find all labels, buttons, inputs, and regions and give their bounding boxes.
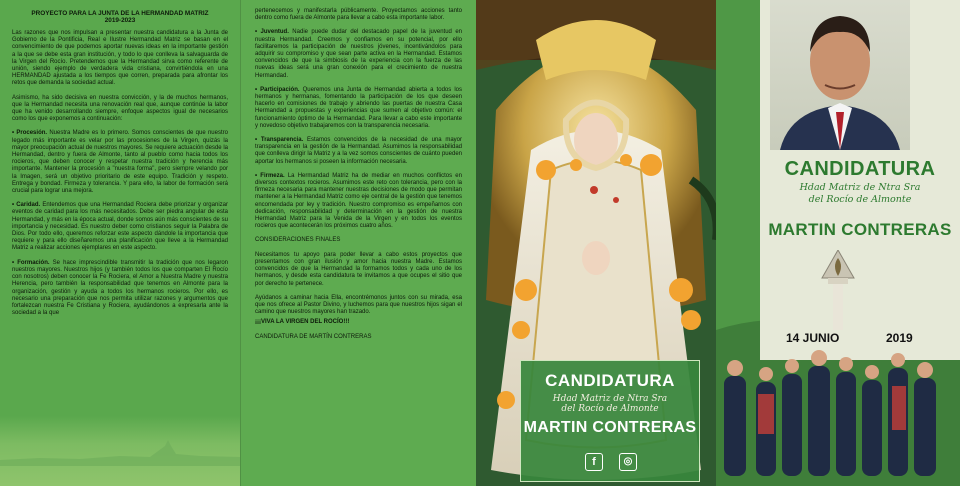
viva-text: ¡¡¡VIVA LA VIRGEN DEL ROCÍO!!!: [255, 319, 350, 326]
participacion-paragraph: • Participación. Queremos una Junta de Hermandad abierta a todos los hermanos y hermanas, fomentando la participación de los que deseen hacerlo en comisiones de trabajo y abriendo las puertas de nuestra Casa Hermandad a propuestas y experiencias que sumen al objetivo común: el funcionamiento óptimo de la Hermandad. Para llevar a cabo este importante y novedoso objetivo trabajaremos con la transparencia necesaria.: [255, 86, 462, 129]
text-panel-middle: [240, 0, 476, 486]
church-silhouette-icon: [0, 438, 240, 466]
cover-panel: CANDIDATURA Hdad Matriz de Ntra Sra del Rocío de Almonte MARTIN CONTRERAS 14 JUNIO 2019: [716, 0, 960, 486]
virgin-image-panel: [476, 0, 716, 486]
project-column-1: [0, 0, 240, 324]
continuation-paragraph: pertenecemos y manifestarla públicamente. Proyectamos acciones tanto dentro como fuera de Almonte para llevar a cabo esta importante labor.: [255, 8, 462, 22]
intro-paragraph: Las razones que nos impulsan a presentar nuestra candidatura a la Junta de Gobierno de la Pontificia, Real e Ilustre Hermandad Matriz se basan en el convencimiento de que podemos aportar nuevas ideas en la importante gestión a la que se debe esta gran institución, y todo lo que conlleva la salvaguarda de la Virgen del Rocío. Pretendemos que la Hermandad sirva como referente de unión, siendo ejemplo de verdadera vida cristiana, convirtiéndola en una HERMANDAD ajustada a los tiempos que corren, preparada para afrontar los retos que demanda la sociedad actual.: [12, 30, 228, 87]
juventud-paragraph: • Juventud. Nadie puede dudar del destacado papel de la juventud en nuestra Hermandad. Creemos y confiamos en su potencial, por ello facilitaremos la participación de nuestros jóvenes, incentivándolos para adquirir su compromiso y que sean parte activa en la Hermandad. Estamos convencidos de que la simbiosis de la experiencia con la fuerza de las nuevas ideas será una gran conexión para el crecimiento de nuestra Hermandad.: [255, 29, 462, 79]
cover-name: MARTIN CONTRERAS: [768, 220, 952, 239]
facebook-icon[interactable]: f: [585, 453, 603, 471]
card-subtitle: Hdad Matriz de Ntra Sra del Rocío de Almonte: [552, 394, 668, 414]
project-column-2: [241, 0, 476, 348]
shrine-monument-icon: [818, 250, 858, 330]
cover-title: CANDIDATURA: [784, 158, 936, 180]
final-paragraph-2: Ayúdanos a caminar hacia Ella, encontrémonos juntos con su mirada, esa que nos ofrece al Pastor Divino, y luchemos para que nuestros hijos sigan el camino que nuestros mayores han trazado.: [255, 294, 462, 316]
cover-subtitle: Hdad Matriz de Ntra Sra del Rocío de Almonte: [799, 182, 921, 205]
firmeza-paragraph: • Firmeza. La Hermandad Matriz ha de mediar en muchos conflictos en diversos contextos rocieros. Asumimos este reto con tolerancia, pero con la firmeza necesaria para mantener nuestras decisiones de modo que permitan mantener a la Hermandad Matriz como eje central de la gestión que tenemos encomendada por ley y tradición. Nuestro compromiso es empeñarnos con dedicación, responsabilidad y determinación en la gestión de nuestra Hermandad Matriz para la Venida de la Virgen y en todos los eventos rocieros que acontecerán los próximos cuatro años.: [255, 172, 462, 230]
candidate-photo: [770, 0, 910, 150]
card-title: CANDIDATURA: [545, 371, 675, 390]
candidacy-card: [520, 360, 700, 482]
conviction-paragraph: Asimismo, ha sido decisiva en nuestra convicción, y la de muchos hermanos, que la Hermandad necesita una renovación real que, aunque continúe la labor que ha venido desarrollando siempre, enfoque aspectos igual de necesarios como los que exponemos a continuación:: [12, 94, 228, 123]
card-name: MARTIN CONTRERAS: [523, 419, 697, 436]
caridad-paragraph: • Caridad. Entendemos que una Hermandad Rociera debe priorizar y organizar eventos de caridad para los más necesitados. Debe ser piedra angular de esta Hermandad, y más en la época actual, donde somos aún más conscientes de su importancia y necesidad. Es nuestro deber como cristianos seguir la Palabra de Dios. Por todo ello, queremos reforzar este aspecto dándole la importancia que requiere y para ello diseñaremos una planificación que lleve a la Hermandad Matriz a realizar acciones ejemplares en este aspecto.: [12, 202, 228, 252]
town-skyline-background: [0, 416, 240, 486]
signature-text: CANDIDATURA DE MARTÍN CONTRERAS: [255, 333, 372, 340]
instagram-icon[interactable]: ◎: [619, 453, 637, 471]
candidate-portrait: [770, 0, 910, 150]
procesion-paragraph: • Procesión. Nuestra Madre es lo primero. Somos conscientes de que nuestro legado más importante es velar por las procesiones de la Virgen, quizás la mayor preocupación actual de nuestros mayores. Se requiere actuación desde la Hermandad, dentro y fuera de Almonte, tanto al pueblo como hacia todos los rocieros, que deben conocer y respetar nuestra tradición y herencia más importante. Mantener la procesión a "nuestra forma", pero siempre velando por la Imagen, será un objetivo prioritario de este equipo. Tradición y respeto. Entrega y bondad. Firmeza y tolerancia. Y para ello, la labor de formación será crucial para lograr una mejora.: [12, 130, 228, 195]
project-title: PROYECTO PARA LA JUNTA DE LA HERMANDAD MATRIZ 2019-2023: [31, 10, 209, 24]
team-group-photo: [716, 346, 960, 486]
transparencia-paragraph: • Transparencia. Estamos convencidos de la necesidad de una mayor transparencia en la gestión de la Hermandad. Asumimos la responsabilidad que conlleva dirigir la Matriz y a la vez somos conscientes de cuánto pueden aportar los hermanos si poseen la información necesaria.: [255, 137, 462, 165]
formacion-paragraph: • Formación. Se hace imprescindible transmitir la tradición que nos legaron nuestros mayores. Nuestros hijos (y también todos los que comparten El Rocío con nosotros) deben conocer la Fe Rociera, el Amor a Nuestra Madre y nuestra Herencia, pero también la responsabilidad que tenemos en Almonte para la organización, gestión y ayuda a todos los hermanos rocieros. Por ello, es necesario una preparación que nos permita utilizar razones y argumentos que fortalezcan nuestra Fe Cristiana y Rociera, ayudándonos a expresarla ante la sociedad a la que: [12, 259, 229, 317]
considerations-heading: CONSIDERACIONES FINALES: [255, 237, 341, 244]
text-panel-left: [0, 0, 240, 486]
final-paragraph-1: Necesitamos tu apoyo para poder llevar a cabo estos proyectos que presentamos con gran ilusión y amor hacia nuestra Madre. Estamos convencidos de que la Hermandad la formamos todos y cada uno de los hermanos, y desde esta candidatura te invitamos a que ocupes el sitio que por derecho te pertenece.: [255, 251, 462, 287]
